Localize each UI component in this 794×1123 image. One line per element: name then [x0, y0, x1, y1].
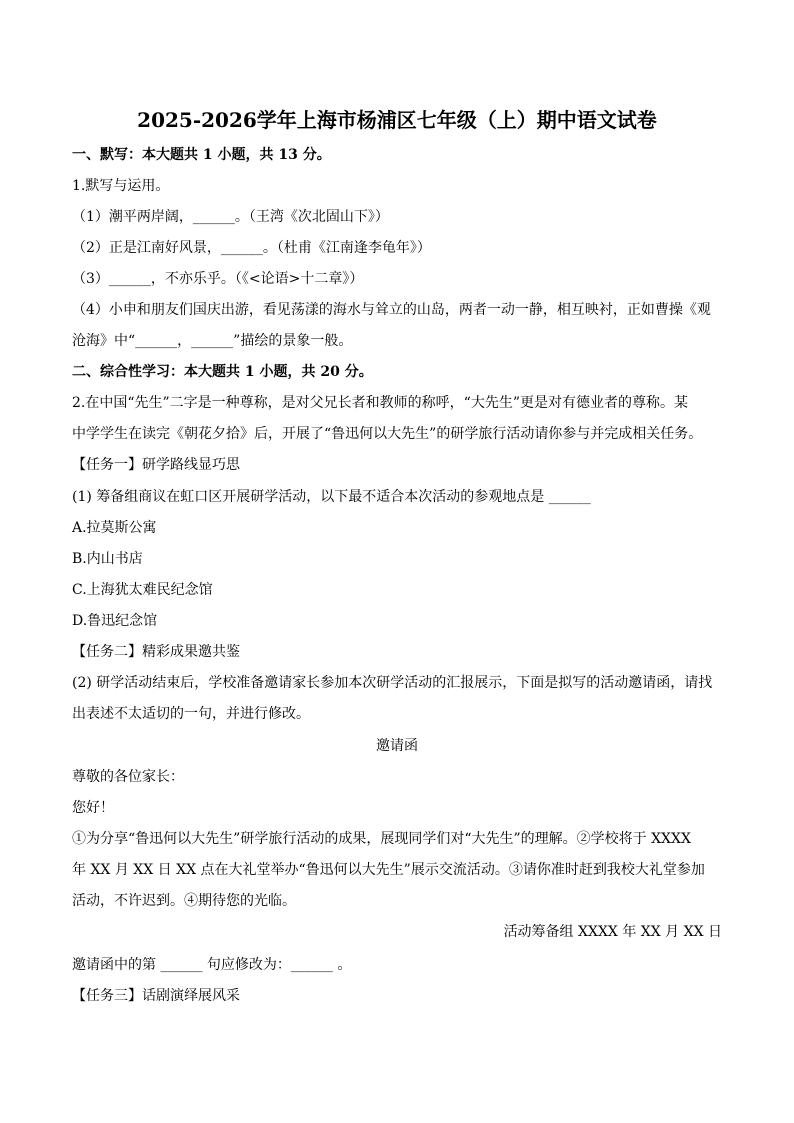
section2-heading: 二、综合性学习：本大题共 1 小题，共 20 分。 [72, 364, 373, 380]
question2-intro-line1: 2.在中国“先生”二字是一种尊称，是对父兄长者和教师的称呼，“大先生”更是对有德业者的尊称。某 [72, 395, 688, 411]
task2-heading: 【任务二】精彩成果邀共鉴 [72, 644, 240, 660]
question1-item3: （3）______，不亦乐乎。（《<论语>十二章》） [72, 271, 364, 287]
question2-item2-answer: 邀请函中的第 ______ 句应修改为：______ 。 [72, 957, 352, 973]
question1-item4-line1: （4）小申和朋友们国庆出游，看见荡漾的海水与耸立的山岛，两者一动一静，相互映衬，正如曹操《观 [72, 302, 711, 318]
question1-item2: （2）正是江南好风景，______。（杜甫《江南逢李龟年》） [72, 240, 431, 256]
invitation-title: 邀请函 [376, 738, 418, 754]
section1-heading: 一、默写：本大题共 1 小题，共 13 分。 [72, 147, 331, 163]
task1-heading: 【任务一】研学路线显巧思 [72, 457, 240, 473]
invitation-signature: 活动筹备组 XXXX 年 XX 月 XX 日 [503, 924, 722, 940]
question2-item2-line2: 出表述不太适切的一句，并进行修改。 [72, 706, 310, 722]
question1-intro: 1.默写与运用。 [72, 178, 170, 194]
option-b: B.内山书店 [72, 551, 143, 567]
invitation-body-line3: 活动，不许迟到。④期待您的光临。 [72, 893, 296, 909]
question1-item4-line2: 沧海》中“______，______”描绘的景象一般。 [72, 333, 353, 349]
exam-title: 2025-2026学年上海市杨浦区七年级（上）期中语文试卷 [137, 108, 657, 132]
question1-item1: （1）潮平两岸阔，______。（王湾《次北固山下》） [72, 209, 389, 225]
task3-heading: 【任务三】话剧演绎展风采 [72, 988, 240, 1004]
question2-item1: (1) 筹备组商议在虹口区开展研学活动，以下最不适合本次活动的参观地点是 ______ [72, 489, 591, 505]
option-a: A.拉莫斯公寓 [72, 520, 157, 536]
invitation-body-line1: ①为分享“鲁迅何以大先生”研学旅行活动的成果，展现同学们对“大先生”的理解。②学校将于 XXXX [72, 831, 691, 847]
invitation-greeting: 您好！ [72, 800, 114, 816]
option-c: C.上海犹太难民纪念馆 [72, 582, 213, 598]
question2-item2-line1: (2) 研学活动结束后，学校准备邀请家长参加本次研学活动的汇报展示，下面是拟写的活动邀请函，请找 [72, 675, 713, 691]
option-d: D.鲁迅纪念馆 [72, 613, 158, 629]
invitation-body-line2: 年 XX 月 XX 日 XX 点在大礼堂举办“鲁迅何以大先生”展示交流活动。③请你准时赶到我校大礼堂参加 [72, 862, 705, 878]
question2-intro-line2: 中学学生在读完《朝花夕拾》后，开展了“鲁迅何以大先生”的研学旅行活动请你参与并完成相关任务。 [72, 426, 703, 442]
invitation-salutation: 尊敬的各位家长： [72, 769, 184, 785]
